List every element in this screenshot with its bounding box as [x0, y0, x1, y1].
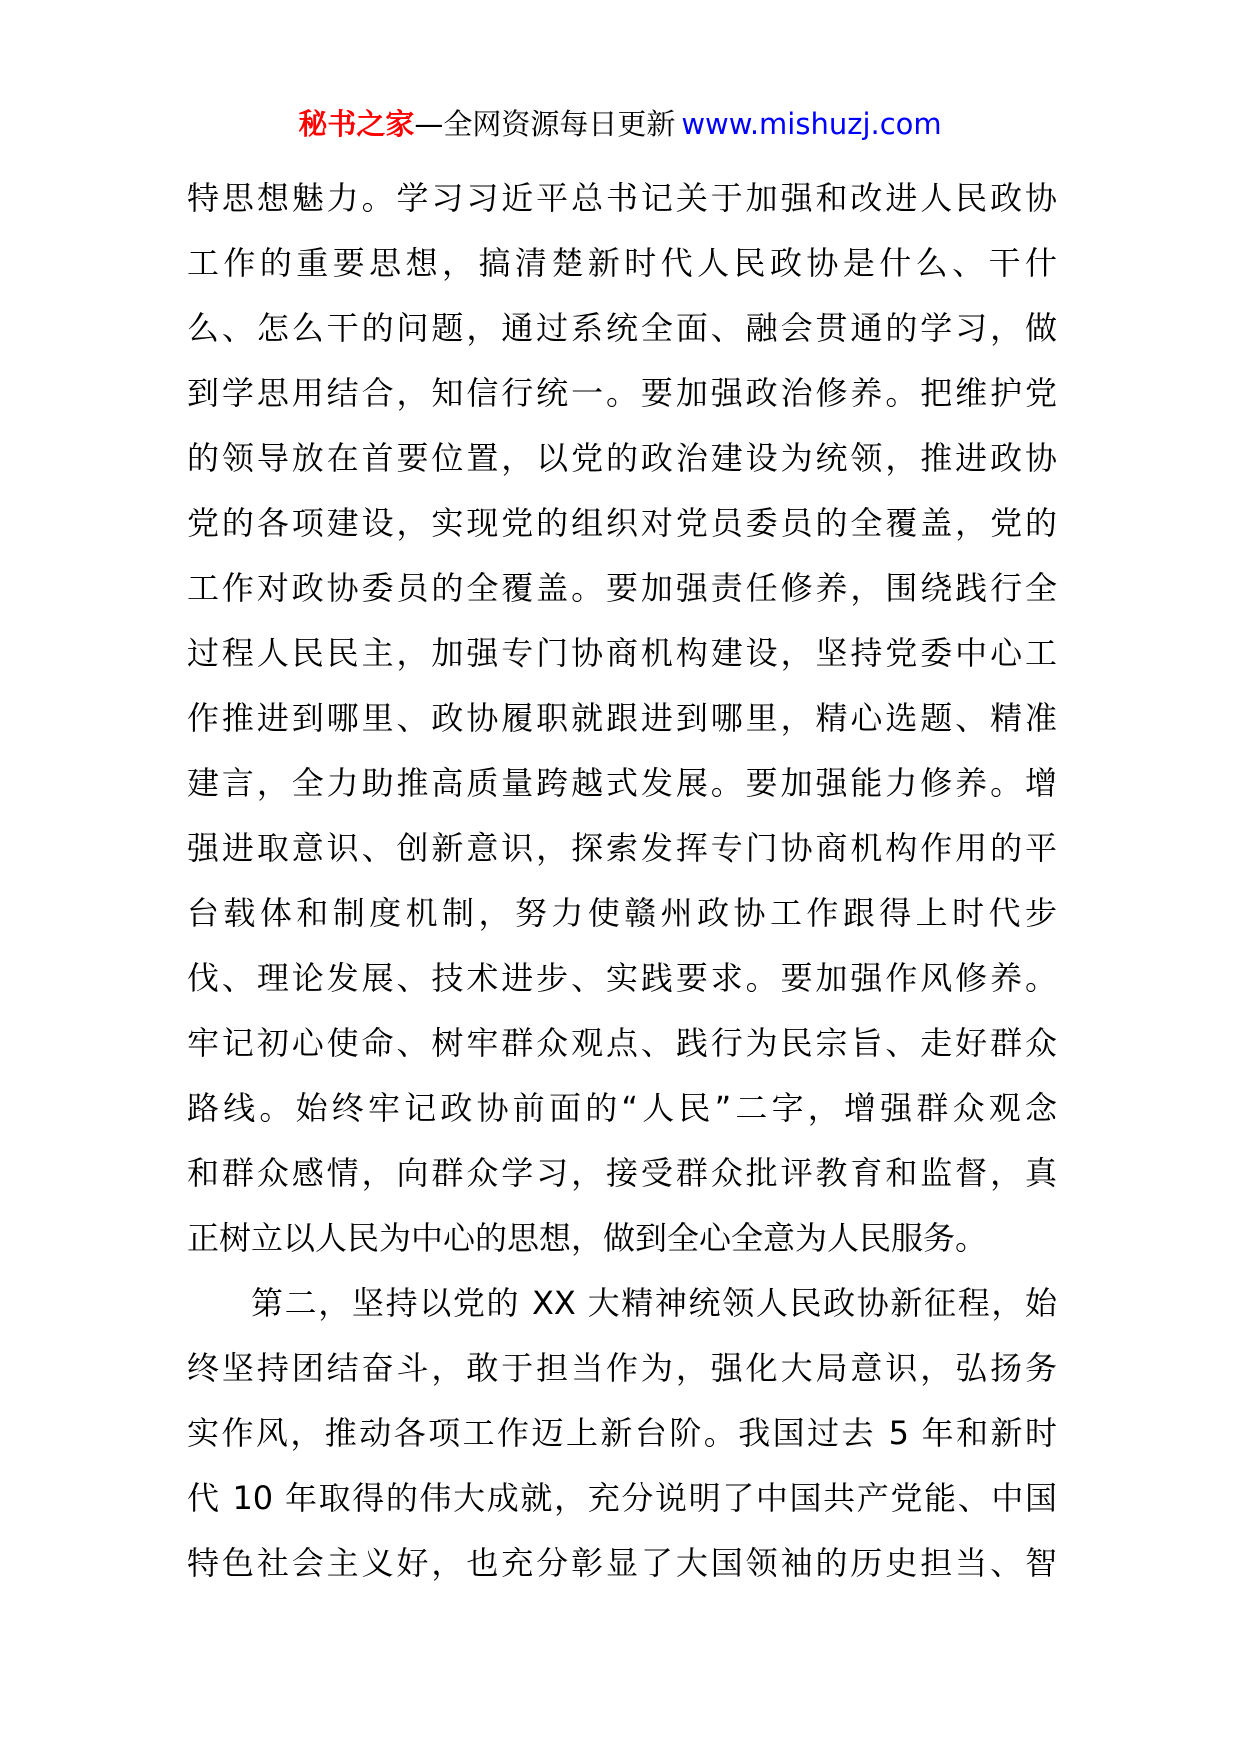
site-url-link[interactable]: www.mishuzj.com — [681, 107, 942, 141]
site-watermark-header — [0, 100, 1240, 148]
text-line: 牢记初心使命、树牢群众观点、践行为民宗旨、走好群众 — [187, 1024, 1057, 1062]
text-line: 台载体和制度机制，努力使赣州政协工作跟得上时代步 — [187, 894, 1057, 932]
text-line: 党的各项建设，实现党的组织对党员委员的全覆盖，党的 — [187, 504, 1057, 542]
text-line: 工作的重要思想，搞清楚新时代人民政协是什么、干什 — [187, 244, 1057, 282]
text-line: 么、怎么干的问题，通过系统全面、融会贯通的学习，做 — [187, 309, 1057, 347]
paragraph-1 — [187, 166, 1057, 1271]
text-line: 的领导放在首要位置，以党的政治建设为统领，推进政协 — [187, 439, 1057, 477]
text-line: 建言，全力助推高质量跨越式发展。要加强能力修养。增 — [187, 764, 1057, 802]
text-line: 实作风，推动各项工作迈上新台阶。我国过去 5 年和新时 — [187, 1414, 1057, 1452]
brand-name: 秘书之家 — [298, 107, 415, 141]
text-line: 终坚持团结奋斗，敢于担当作为，强化大局意识，弘扬务 — [187, 1349, 1057, 1387]
text-line: 第二，坚持以党的 XX 大精神统领人民政协新征程，始 — [251, 1284, 1057, 1322]
text-line: 路线。始终牢记政协前面的“人民”二字，增强群众观念 — [187, 1089, 1057, 1127]
text-line: 特思想魅力。学习习近平总书记关于加强和改进人民政协 — [187, 179, 1057, 217]
text-line: 和群众感情，向群众学习，接受群众批评教育和监督，真 — [187, 1154, 1057, 1192]
text-line: 到学思用结合，知信行统一。要加强政治修养。把维护党 — [187, 374, 1057, 412]
text-line: 伐、理论发展、技术进步、实践要求。要加强作风修养。 — [187, 959, 1057, 997]
text-line: 作推进到哪里、政协履职就跟进到哪里，精心选题、精准 — [187, 699, 1057, 737]
brand-slogan: —全网资源每日更新 — [414, 107, 676, 141]
text-line: 强进取意识、创新意识，探索发挥专门协商机构作用的平 — [187, 829, 1057, 867]
text-line: 正树立以人民为中心的思想，做到全心全意为人民服务。 — [187, 1219, 988, 1257]
paragraph-2 — [187, 1271, 1057, 1596]
text-line: 工作对政协委员的全覆盖。要加强责任修养，围绕践行全 — [187, 569, 1057, 607]
text-line: 过程人民民主，加强专门协商机构建设，坚持党委中心工 — [187, 634, 1057, 672]
text-line: 特色社会主义好，也充分彰显了大国领袖的历史担当、智 — [187, 1544, 1057, 1582]
document-body — [187, 166, 1057, 1596]
text-line: 代 10 年取得的伟大成就，充分说明了中国共产党能、中国 — [187, 1479, 1057, 1517]
